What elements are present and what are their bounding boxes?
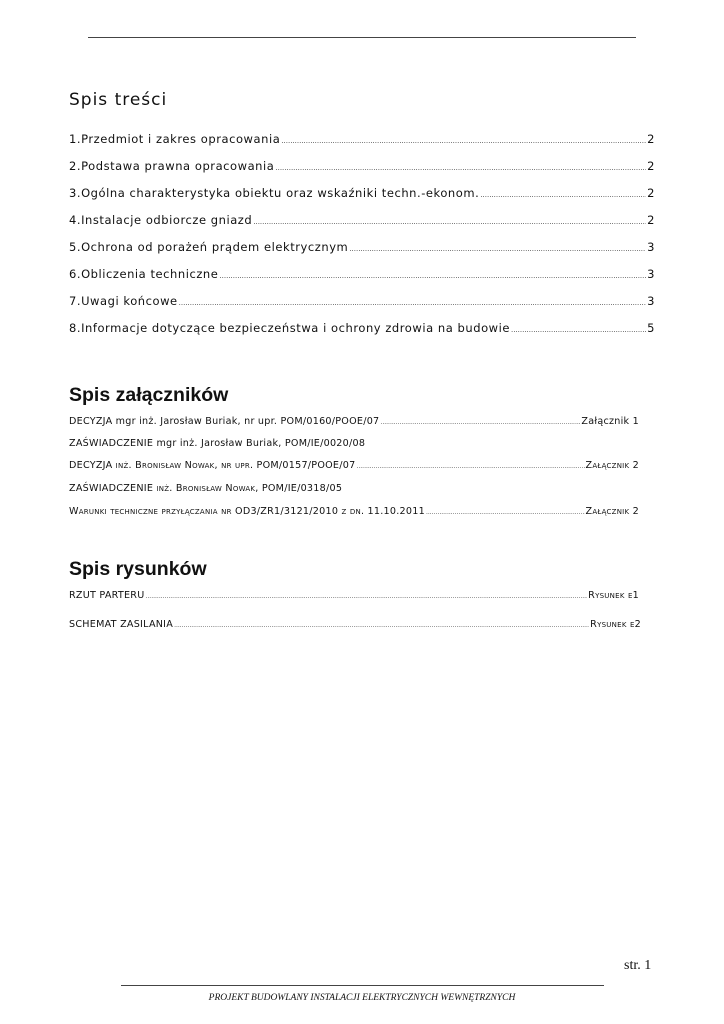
page-number: str. 1	[624, 958, 652, 973]
dot-leader	[145, 590, 587, 601]
dot-leader	[275, 159, 646, 173]
drawing-ref: Rysunek e1	[588, 590, 639, 601]
footer-text: PROJEKT BUDOWLANY INSTALACJI ELEKTRYCZNYCH WEWNĘTRZNYCH	[208, 993, 516, 1003]
dot-leader	[253, 213, 646, 227]
dot-leader	[349, 240, 646, 254]
attachment-entry[interactable]	[69, 438, 365, 452]
attachment-entry[interactable]	[69, 483, 342, 497]
drawing-label: SCHEMAT ZASILANIA	[69, 619, 174, 630]
toc-entry-label: 7.Uwagi końcowe	[69, 294, 178, 308]
toc-entry-page: 2	[647, 186, 655, 200]
drawing-label: RZUT PARTERU	[69, 590, 145, 601]
dot-leader	[281, 132, 646, 146]
attachment-label: ZAŚWIADCZENIE inż. Bronisław Nowak, POM/IE/0318/05	[69, 483, 343, 494]
toc-entry-page: 5	[647, 321, 655, 335]
dot-leader	[511, 321, 646, 335]
drawing-entry[interactable]	[69, 619, 641, 633]
toc-entry[interactable]	[69, 213, 655, 229]
attachment-label: ZAŚWIADCZENIE mgr inż. Jarosław Buriak, POM/IE/0020/08	[69, 438, 366, 449]
toc-entry[interactable]	[69, 159, 655, 175]
toc-entry-label: 2.Podstawa prawna opracowania	[69, 159, 275, 173]
attachment-ref: Załącznik 2	[585, 506, 639, 517]
header-rule	[88, 37, 636, 38]
dot-leader	[380, 416, 580, 427]
attachment-entry[interactable]	[69, 416, 639, 430]
toc-entry-page: 3	[647, 240, 655, 254]
drawings-title: Spis rysunków	[69, 558, 207, 580]
attachment-entry[interactable]	[69, 460, 639, 474]
footer-rule	[121, 985, 604, 986]
toc-entry[interactable]	[69, 132, 655, 148]
attachment-label: Warunki techniczne przyłączania nr OD3/ZR1/3121/2010 z dn. 11.10.2011	[69, 506, 425, 517]
toc-entry-page: 3	[647, 294, 655, 308]
toc-entry-label: 5.Ochrona od porażeń prądem elektrycznym	[69, 240, 349, 254]
toc-entry-label: 8.Informacje dotyczące bezpieczeństwa i ochrony zdrowia na budowie	[69, 321, 510, 335]
toc-entry[interactable]	[69, 240, 655, 256]
dot-leader	[480, 186, 646, 200]
attachment-label: DECYZJA mgr inż. Jarosław Buriak, nr upr. POM/0160/POOE/07	[69, 416, 380, 427]
dot-leader	[426, 506, 585, 517]
toc-entry-label: 1.Przedmiot i zakres opracowania	[69, 132, 281, 146]
drawing-ref: Rysunek e2	[590, 619, 641, 630]
drawing-entry[interactable]	[69, 590, 639, 604]
toc-entry-page: 2	[647, 159, 655, 173]
toc-title: Spis treści	[69, 90, 168, 110]
dot-leader	[179, 294, 646, 308]
attachment-label: DECYZJA inż. Bronisław Nowak, nr upr. POM/0157/POOE/07	[69, 460, 356, 471]
toc-entry[interactable]	[69, 186, 655, 202]
toc-entry-label: 3.Ogólna charakterystyka obiektu oraz wskaźniki techn.-ekonom.	[69, 186, 480, 200]
dot-leader	[356, 460, 584, 471]
attachments-title: Spis załączników	[69, 384, 229, 406]
toc-entry-page: 2	[647, 132, 655, 146]
toc-entry-page: 3	[647, 267, 655, 281]
dot-leader	[219, 267, 646, 281]
attachment-ref: Załącznik 1	[581, 416, 639, 427]
toc-entry[interactable]	[69, 321, 655, 337]
toc-entry[interactable]	[69, 294, 655, 310]
toc-entry-label: 4.Instalacje odbiorcze gniazd	[69, 213, 253, 227]
toc-entry[interactable]	[69, 267, 655, 283]
toc-entry-label: 6.Obliczenia techniczne	[69, 267, 219, 281]
attachment-ref: Załącznik 2	[585, 460, 639, 471]
toc-entry-page: 2	[647, 213, 655, 227]
attachment-entry[interactable]	[69, 506, 639, 520]
dot-leader	[174, 619, 589, 630]
